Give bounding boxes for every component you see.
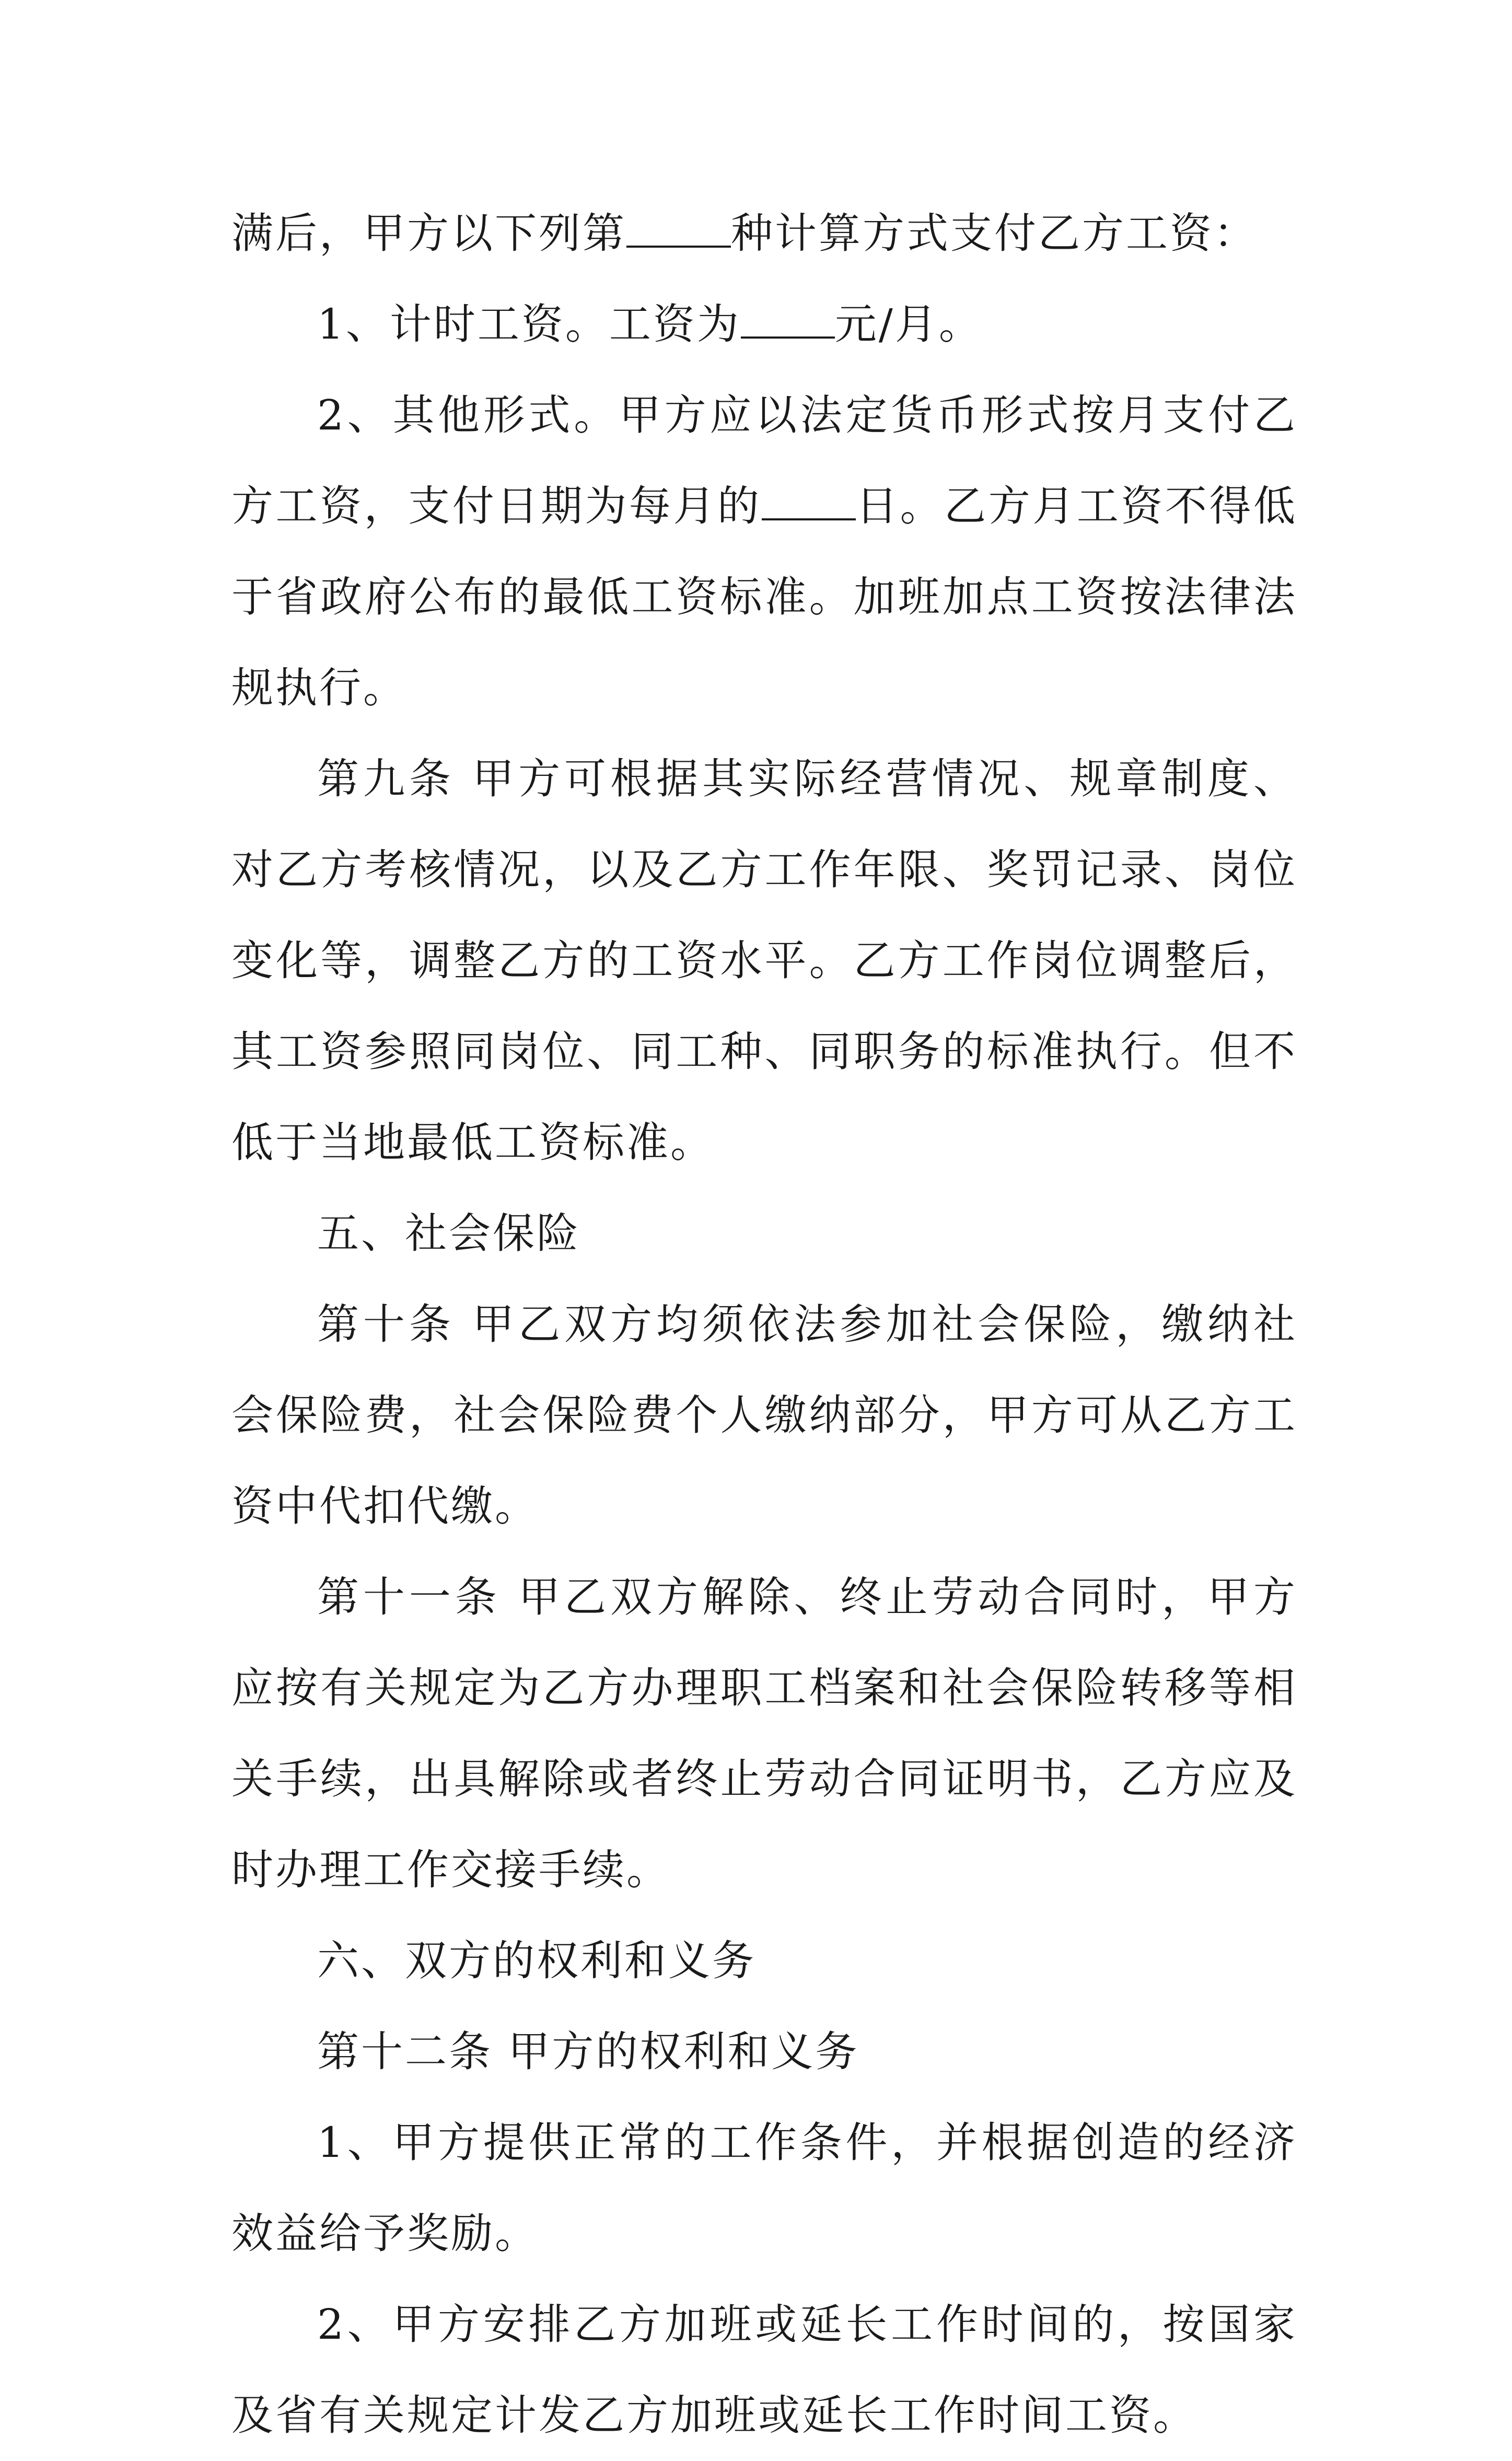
paragraph-text: 种计算方式支付乙方工资： (731, 209, 1258, 258)
paragraph-text: 日。乙方月工资不得低于省政府公布的最低工资标准。加班加点工资按法律法规执行。 (231, 482, 1298, 712)
article-12: 第十二条 甲方的权利和义务 (317, 2027, 859, 2076)
paragraph-hourly-wage (231, 279, 1297, 370)
blank-line (741, 302, 835, 339)
article-10: 第十条 甲乙双方均须依法参加社会保险，缴纳社会保险费，社会保险费个人缴纳部分，甲方可从乙方工资中代扣代缴。 (231, 1300, 1297, 1530)
section-heading-social-insurance: 五、社会保险 (317, 1209, 580, 1258)
article-11: 第十一条 甲乙双方解除、终止劳动合同时，甲方应按有关规定为乙方办理职工档案和社会保险转移等相关手续，出具解除或者终止劳动合同证明书，乙方应及时办理工作交接手续。 (231, 1573, 1297, 1894)
section-heading-rights-duties: 六、双方的权利和义务 (317, 1936, 756, 1985)
article-12-item-2: 2、甲方安排乙方加班或延长工作时间的，按国家及省有关规定计发乙方加班或延长工作时间工资。 (231, 2300, 1297, 2440)
blank-line (626, 211, 731, 248)
paragraph-other-forms (231, 370, 1297, 734)
article-9: 第九条 甲方可根据其实际经营情况、规章制度、对乙方考核情况，以及乙方工作年限、奖罚记录、岗位变化等，调整乙方的工资水平。乙方工作岗位调整后，其工资参照同岗位、同工种、同职务的标准执行。但不低于当地最低工资标准。 (231, 754, 1297, 1167)
paragraph-wage-method (231, 188, 1297, 279)
blank-line (762, 484, 856, 520)
paragraph-text: 满后，甲方以下列第 (231, 209, 626, 258)
paragraph-text: 1、计时工资。工资为 (317, 300, 741, 349)
document-body (231, 188, 1297, 2461)
paragraph-text: 元/月。 (834, 300, 983, 349)
article-12-item-1: 1、甲方提供正常的工作条件，并根据创造的经济效益给予奖励。 (231, 2118, 1297, 2258)
paragraph-text: 2、其他形式。甲方应以法定货币形式按月支付乙方工资，支付日期为每月的 (231, 391, 1297, 530)
